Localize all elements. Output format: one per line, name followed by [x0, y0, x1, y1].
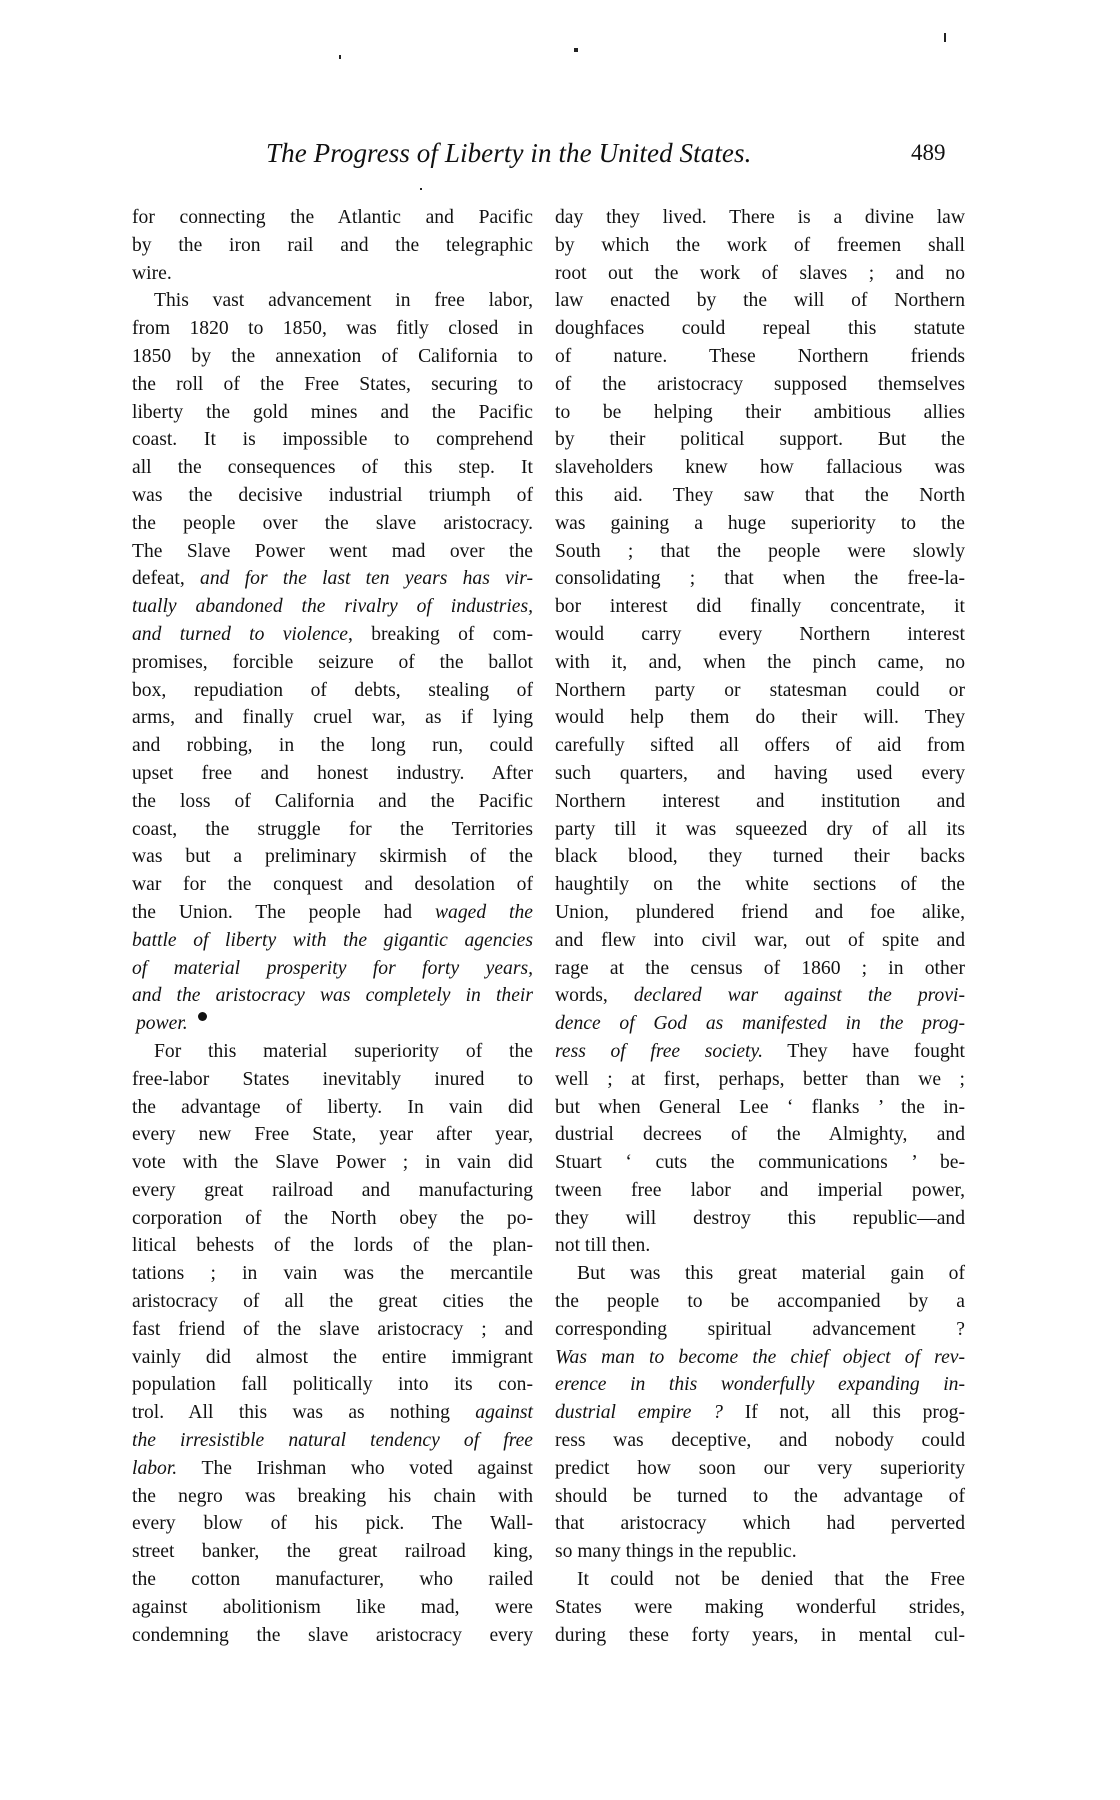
text-line [132, 371, 533, 399]
text-segment: litical behests of the lords of the plan- [132, 1235, 533, 1257]
text-line [132, 1344, 533, 1372]
text-line [555, 315, 965, 343]
text-segment: not till then. [555, 1235, 651, 1257]
text-line [555, 621, 965, 649]
text-segment: It could not be denied that the Free [577, 1569, 965, 1591]
text-segment: corporation of the North obey the po- [132, 1207, 533, 1229]
text-line [555, 204, 965, 232]
text-line [132, 927, 533, 955]
text-segment: South ; that the people were slowly [555, 540, 965, 562]
page-number: 489 [911, 140, 946, 165]
text-line [555, 399, 965, 427]
text-line [555, 1483, 965, 1511]
italic-text-segment: dence of God as manifested in the prog- [555, 1013, 965, 1035]
text-line [555, 1149, 965, 1177]
text-segment: well ; at first, perhaps, better than we ; [555, 1068, 965, 1090]
text-segment: every blow of his pick. The Wall- [132, 1513, 533, 1535]
text-segment: the people over the slave aristocracy. [132, 512, 533, 534]
text-segment: States were making wonderful strides, [555, 1596, 965, 1618]
text-line [132, 1371, 533, 1399]
text-line [132, 565, 533, 593]
text-line [555, 1594, 965, 1622]
text-segment: should be turned to the advantage of [555, 1485, 965, 1507]
text-line [132, 426, 533, 454]
text-line [132, 232, 533, 260]
text-line [555, 927, 965, 955]
text-segment: This vast advancement in free labor, [154, 290, 533, 312]
text-line [555, 1038, 965, 1066]
text-segment: of the aristocracy supposed themselves [555, 373, 965, 395]
text-segment: defeat, [132, 568, 201, 590]
italic-text-segment: against [475, 1402, 533, 1424]
text-line [555, 816, 965, 844]
italic-text-segment: labor. [132, 1457, 178, 1479]
text-segment: and robbing, in the long run, could [132, 735, 533, 757]
text-line [555, 1316, 965, 1344]
text-segment: that aristocracy which had perverted [555, 1513, 965, 1535]
text-segment: liberty the gold mines and the Pacific [132, 401, 533, 423]
text-segment: The Slave Power went mad over the [132, 540, 533, 562]
text-line [555, 510, 965, 538]
text-segment: doughfaces could repeal this statute [555, 318, 965, 340]
text-segment: corresponding spiritual advancement ? [555, 1318, 965, 1340]
text-line [555, 1427, 965, 1455]
text-segment: would carry every Northern interest [555, 623, 965, 645]
text-line [132, 538, 533, 566]
text-line [132, 315, 533, 343]
text-segment: the roll of the Free States, securing to [132, 373, 533, 395]
text-segment: the loss of California and the Pacific [132, 790, 533, 812]
text-line [132, 1622, 533, 1650]
text-line [132, 1399, 533, 1427]
text-segment: black blood, they turned their backs [555, 846, 965, 868]
text-line [132, 1010, 533, 1038]
left-column [132, 204, 533, 1649]
text-line [132, 732, 533, 760]
text-line [132, 677, 533, 705]
text-segment: predict how soon our very superiority [555, 1457, 965, 1479]
text-segment: They have fought [763, 1040, 966, 1062]
text-segment: , breaking of com- [348, 623, 533, 645]
text-segment: Stuart ‘ cuts the communications ’ be- [555, 1152, 965, 1174]
text-line [555, 538, 965, 566]
text-line [555, 1177, 965, 1205]
text-segment: aristocracy of all the great cities the [132, 1291, 533, 1313]
text-segment: by the iron rail and the telegraphic [132, 234, 533, 256]
text-line [132, 816, 533, 844]
text-segment: the cotton manufacturer, who railed [132, 1569, 533, 1591]
text-line [555, 1232, 965, 1260]
text-segment: was but a preliminary skirmish of the [132, 846, 533, 868]
text-segment: from 1820 to 1850, was fitly closed in [132, 318, 533, 340]
text-segment: words, [555, 985, 634, 1007]
text-line [555, 1371, 965, 1399]
text-segment: every great railroad and manufacturing [132, 1179, 533, 1201]
text-segment: If not, all this prog- [722, 1402, 966, 1424]
scan-speck [574, 48, 578, 52]
text-segment: so many things in the republic. [555, 1541, 797, 1563]
text-segment: but when General Lee ‘ flanks ’ the in- [555, 1096, 965, 1118]
text-line [555, 454, 965, 482]
text-line [555, 1622, 965, 1650]
scan-speck [420, 188, 422, 190]
text-segment: this aid. They saw that the North [555, 484, 965, 506]
text-segment: such quarters, and having used every [555, 762, 965, 784]
text-line [132, 510, 533, 538]
text-line [132, 1260, 533, 1288]
text-line [555, 1094, 965, 1122]
italic-text-segment: dustrial empire ? [555, 1402, 723, 1424]
text-line [132, 260, 533, 288]
text-line [555, 1010, 965, 1038]
text-segment: day they lived. There is a divine law [555, 207, 965, 228]
text-segment: party till it was squeezed dry of all its [555, 818, 965, 840]
text-segment: law enacted by the will of Northern [555, 290, 965, 312]
text-line [132, 1066, 533, 1094]
text-segment: population fall politically into its con- [132, 1374, 533, 1396]
text-line [555, 1566, 965, 1594]
text-line [555, 260, 965, 288]
text-line [132, 1455, 533, 1483]
text-line [555, 1260, 965, 1288]
text-segment: trol. All this was as nothing [132, 1402, 476, 1424]
text-line [555, 482, 965, 510]
italic-text-segment: power. [136, 1013, 188, 1035]
text-segment: vote with the Slave Power ; in vain did [132, 1152, 533, 1174]
text-segment: box, repudiation of debts, stealing of [132, 679, 533, 701]
text-line [132, 1094, 533, 1122]
text-line [555, 565, 965, 593]
text-segment: condemning the slave aristocracy every [132, 1624, 533, 1646]
text-line [555, 1455, 965, 1483]
text-line [132, 1483, 533, 1511]
text-line [132, 343, 533, 371]
text-segment: they will destroy this republic—and [555, 1207, 965, 1229]
text-segment: would help them do their will. They [555, 707, 965, 729]
text-line [132, 982, 533, 1010]
text-line [132, 399, 533, 427]
text-line [132, 482, 533, 510]
text-segment: was gaining a huge superiority to the [555, 512, 965, 534]
italic-text-segment: and turned to violence [132, 623, 349, 645]
text-line [132, 1038, 533, 1066]
text-segment: of nature. These Northern friends [555, 345, 965, 367]
text-segment: by their political support. But the [555, 429, 965, 451]
text-segment: for connecting the Atlantic and Pacific [132, 207, 533, 228]
text-line [132, 955, 533, 983]
text-line [132, 204, 533, 232]
text-segment: every new Free State, year after year, [132, 1124, 533, 1146]
text-segment: coast. It is impossible to comprehend [132, 429, 533, 451]
text-segment: against abolitionism like mad, were [132, 1596, 533, 1618]
text-line [132, 454, 533, 482]
italic-text-segment: and the aristocracy was completely in their [132, 985, 533, 1007]
text-line [555, 899, 965, 927]
text-line [132, 1121, 533, 1149]
text-line [132, 621, 533, 649]
text-line [132, 287, 533, 315]
text-line [132, 704, 533, 732]
running-title: The Progress of Liberty in the United States. [266, 138, 752, 168]
text-line [132, 1288, 533, 1316]
italic-text-segment: erence in this wonderfully expanding in- [555, 1374, 965, 1396]
text-segment: all the consequences of this step. It [132, 457, 533, 479]
text-line [132, 1177, 533, 1205]
text-line [555, 1205, 965, 1233]
text-segment: Northern interest and institution and [555, 790, 965, 812]
text-segment: root out the work of slaves ; and no [555, 262, 965, 284]
text-segment: The Irishman who voted against [177, 1457, 533, 1479]
italic-text-segment: ress of free society. [555, 1040, 763, 1062]
text-segment: vainly did almost the entire immigrant [132, 1346, 533, 1368]
italic-text-segment: declared war against the provi- [633, 985, 965, 1007]
text-segment: arms, and finally cruel war, as if lying [132, 707, 533, 729]
text-segment: with it, and, when the pinch came, no [555, 651, 965, 673]
text-line [555, 677, 965, 705]
text-segment: slaveholders knew how fallacious was [555, 457, 965, 479]
scan-speck [339, 55, 341, 59]
text-line [555, 955, 965, 983]
text-segment: the Union. The people had [132, 901, 435, 923]
text-line [555, 1538, 965, 1566]
text-segment: fast friend of the slave aristocracy ; and [132, 1318, 533, 1340]
text-segment: ress was deceptive, and nobody could [555, 1430, 965, 1452]
text-line [555, 760, 965, 788]
running-head [266, 138, 966, 170]
text-segment: street banker, the great railroad king, [132, 1541, 533, 1563]
text-segment: But was this great material gain of [577, 1263, 965, 1285]
text-line [132, 1594, 533, 1622]
text-segment: For this material superiority of the [154, 1040, 533, 1062]
scan-speck [944, 33, 946, 42]
text-line [132, 899, 533, 927]
text-segment: upset free and honest industry. After [132, 762, 533, 784]
text-line [555, 287, 965, 315]
text-line [132, 1427, 533, 1455]
text-segment: and flew into civil war, out of spite and [555, 929, 965, 951]
text-segment: consolidating ; that when the free-la- [555, 568, 965, 590]
italic-text-segment: and for the last ten years has vir- [200, 568, 533, 590]
text-line [555, 1399, 965, 1427]
text-segment: rage at the census of 1860 ; in other [555, 957, 965, 979]
text-line [132, 1316, 533, 1344]
text-line [555, 371, 965, 399]
text-line [555, 732, 965, 760]
text-line [555, 1121, 965, 1149]
text-line [555, 871, 965, 899]
text-line [132, 1566, 533, 1594]
text-line [132, 788, 533, 816]
text-segment: Northern party or statesman could or [555, 679, 965, 701]
text-line [555, 1066, 965, 1094]
text-segment: war for the conquest and desolation of [132, 874, 533, 896]
text-segment: free-labor States inevitably inured to [132, 1068, 533, 1090]
text-segment: wire. [132, 262, 172, 284]
italic-text-segment: the irresistible natural tendency of free [132, 1430, 533, 1452]
text-segment: to be helping their ambitious allies [555, 401, 965, 423]
text-line [555, 788, 965, 816]
text-line [555, 649, 965, 677]
ink-blot [198, 1012, 207, 1021]
text-line [132, 1205, 533, 1233]
text-line [132, 1149, 533, 1177]
text-line [132, 760, 533, 788]
italic-text-segment: Was man to become the chief object of rev- [555, 1346, 965, 1368]
italic-text-segment: battle of liberty with the gigantic agencies [132, 929, 533, 951]
text-segment: was the decisive industrial triumph of [132, 484, 533, 506]
text-line [555, 1510, 965, 1538]
text-segment: the advantage of liberty. In vain did [132, 1096, 533, 1118]
text-line [555, 343, 965, 371]
text-line [555, 1344, 965, 1372]
text-segment: Union, plundered friend and foe alike, [555, 901, 965, 923]
text-line [555, 593, 965, 621]
text-segment: tations ; in vain was the mercantile [132, 1263, 533, 1285]
text-segment: during these forty years, in mental cul- [555, 1624, 965, 1646]
text-line [132, 1232, 533, 1260]
text-line [555, 232, 965, 260]
text-line [555, 1288, 965, 1316]
text-segment: coast, the struggle for the Territories [132, 818, 533, 840]
text-segment: carefully sifted all offers of aid from [555, 735, 965, 757]
text-segment: by which the work of freemen shall [555, 234, 965, 256]
text-segment: the people to be accompanied by a [555, 1291, 965, 1313]
right-column [555, 204, 965, 1649]
text-line [555, 704, 965, 732]
text-segment: tween free labor and imperial power, [555, 1179, 965, 1201]
text-segment: haughtily on the white sections of the [555, 874, 965, 896]
text-line [132, 649, 533, 677]
text-line [132, 871, 533, 899]
text-segment: bor interest did finally concentrate, it [555, 596, 965, 618]
text-segment: 1850 by the annexation of California to [132, 345, 533, 367]
text-line [132, 843, 533, 871]
italic-text-segment: waged the [434, 901, 533, 923]
text-segment: dustrial decrees of the Almighty, and [555, 1124, 965, 1146]
text-line [132, 1538, 533, 1566]
text-line [132, 1510, 533, 1538]
italic-text-segment: tually abandoned the rivalry of industries, [132, 596, 533, 618]
text-line [132, 593, 533, 621]
text-line [555, 982, 965, 1010]
text-line [555, 843, 965, 871]
italic-text-segment: of material prosperity for forty years, [132, 957, 533, 979]
text-segment: the negro was breaking his chain with [132, 1485, 533, 1507]
text-segment: promises, forcible seizure of the ballot [132, 651, 533, 673]
text-line [555, 426, 965, 454]
